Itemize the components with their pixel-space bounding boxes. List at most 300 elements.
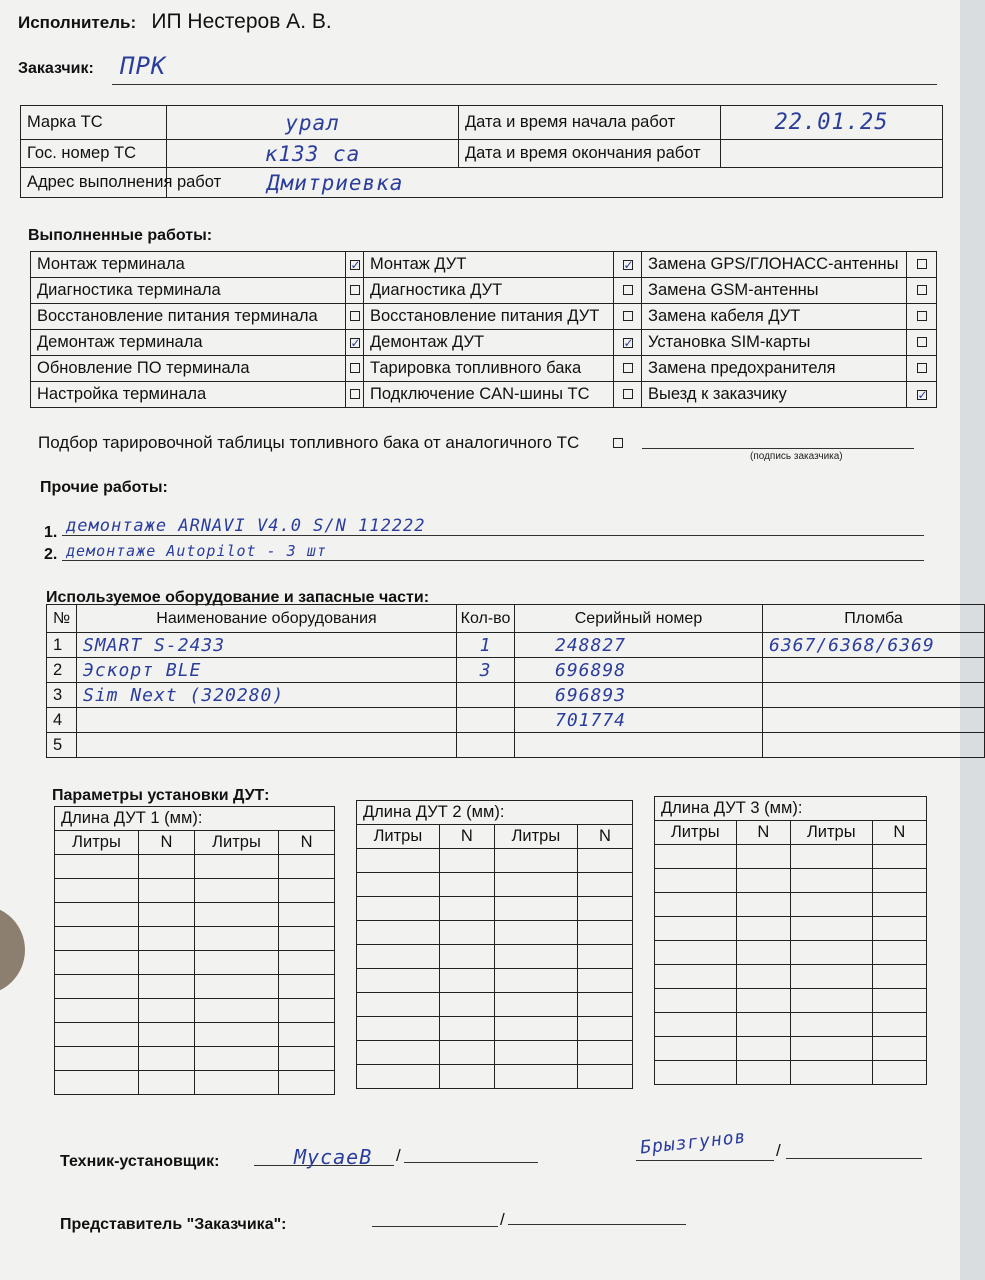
- dut-cell[interactable]: [790, 845, 872, 869]
- rep-line-1: [372, 1226, 498, 1227]
- work-label: Тарировка топливного бака: [364, 356, 614, 382]
- eq-num: 5: [47, 733, 77, 758]
- other-text-2: демонтаже Autopilot - 3 шт: [66, 542, 327, 560]
- tech-slash-1: /: [396, 1146, 401, 1165]
- dut-row: [357, 1065, 633, 1089]
- dut-table-1: [54, 806, 335, 1095]
- dut-cell[interactable]: [655, 893, 737, 917]
- dut-cell[interactable]: [139, 951, 195, 975]
- eq-header-name: Наименование оборудования: [77, 605, 457, 633]
- dut-row: [55, 951, 335, 975]
- work-checkbox[interactable]: [623, 389, 633, 399]
- tech-sign-2: Брызгунов: [639, 1126, 748, 1159]
- dut-cell[interactable]: [736, 869, 790, 893]
- equipment-title: Используемое оборудование и запасные части:: [46, 589, 430, 606]
- dut-row: [55, 903, 335, 927]
- work-checkbox[interactable]: ✓: [623, 336, 634, 350]
- dut-row: [55, 975, 335, 999]
- dut-cell[interactable]: [139, 999, 195, 1023]
- work-checkbox[interactable]: ✓: [917, 388, 928, 402]
- work-label: Замена предохранителя: [642, 356, 907, 382]
- dut-cell[interactable]: [195, 999, 279, 1023]
- tech-line-2: [404, 1162, 538, 1163]
- dut-cell[interactable]: [439, 849, 494, 873]
- dut-col-liters: Литры: [357, 825, 440, 849]
- dut-cell[interactable]: [736, 845, 790, 869]
- plate-value: к133 са: [167, 140, 459, 168]
- executor-label: Исполнитель:: [18, 13, 137, 32]
- dut-col-liters: Литры: [790, 821, 872, 845]
- work-checkbox[interactable]: ✓: [350, 336, 361, 350]
- dut-cell[interactable]: [195, 927, 279, 951]
- customer-signature-line: [642, 448, 914, 449]
- dut-cell[interactable]: [279, 975, 335, 999]
- dut-cell[interactable]: [655, 941, 737, 965]
- eq-num: 1: [47, 633, 77, 658]
- dut-cell[interactable]: [790, 1037, 872, 1061]
- dut-cell[interactable]: [494, 849, 577, 873]
- dut-cell[interactable]: [736, 917, 790, 941]
- dut-cell[interactable]: [139, 879, 195, 903]
- executor-value: ИП Нестеров А. В.: [151, 10, 332, 33]
- dut-cell[interactable]: [139, 1071, 195, 1095]
- work-checkbox-cell: [614, 382, 642, 408]
- works-table: [30, 251, 937, 408]
- dut-cell[interactable]: [577, 969, 632, 993]
- work-checkbox[interactable]: [917, 337, 927, 347]
- eq-num: 4: [47, 708, 77, 733]
- dut-cell[interactable]: [494, 1065, 577, 1089]
- dut-cell[interactable]: [494, 873, 577, 897]
- dut-cell[interactable]: [195, 903, 279, 927]
- dut-cell[interactable]: [790, 917, 872, 941]
- equipment-row: [47, 708, 985, 733]
- dut-cell[interactable]: [872, 845, 926, 869]
- dut-cell[interactable]: [55, 999, 139, 1023]
- eq-name: [77, 708, 457, 733]
- works-row: [31, 252, 937, 278]
- dut-cell[interactable]: [55, 1023, 139, 1047]
- dut-cell[interactable]: [357, 1065, 440, 1089]
- eq-qty: [457, 708, 515, 733]
- dut-cell[interactable]: [195, 1023, 279, 1047]
- work-checkbox-cell: [346, 382, 364, 408]
- dut-cell[interactable]: [494, 1041, 577, 1065]
- equipment-row: [47, 683, 985, 708]
- address-label: Адрес выполнения работ: [21, 168, 167, 198]
- work-label: Демонтаж ДУТ: [364, 330, 614, 356]
- executor-row: [18, 10, 332, 34]
- dut-row: [655, 1061, 927, 1085]
- eq-seal: [763, 658, 985, 683]
- tech-line-3: [636, 1160, 774, 1161]
- dut-cell[interactable]: [577, 993, 632, 1017]
- dut-cell[interactable]: [55, 1047, 139, 1071]
- eq-serial: 696893: [515, 683, 763, 708]
- dut-cell[interactable]: [439, 993, 494, 1017]
- dut-col-n: N: [279, 831, 335, 855]
- customer-value: ПРК: [120, 52, 167, 80]
- dut-col-liters: Литры: [494, 825, 577, 849]
- dut-cell[interactable]: [357, 969, 440, 993]
- work-checkbox[interactable]: [350, 285, 360, 295]
- dut-cell[interactable]: [872, 1037, 926, 1061]
- dut-col-n: N: [736, 821, 790, 845]
- work-checkbox[interactable]: [623, 311, 633, 321]
- rep-slash: /: [500, 1210, 505, 1229]
- eq-seal: [763, 683, 985, 708]
- dut-cell[interactable]: [655, 845, 737, 869]
- dut-cell[interactable]: [494, 945, 577, 969]
- dut-cell[interactable]: [55, 903, 139, 927]
- work-checkbox-cell: [614, 356, 642, 382]
- dut-cell[interactable]: [357, 849, 440, 873]
- end-value: [721, 140, 943, 168]
- dut-cell[interactable]: [439, 1041, 494, 1065]
- work-checkbox[interactable]: [623, 285, 633, 295]
- work-checkbox[interactable]: [350, 363, 360, 373]
- dut-cell[interactable]: [872, 869, 926, 893]
- work-checkbox-cell: [907, 304, 937, 330]
- eq-header-seal: Пломба: [763, 605, 985, 633]
- dut-cell[interactable]: [790, 1013, 872, 1037]
- work-checkbox-cell: [346, 278, 364, 304]
- dut-cell[interactable]: [577, 1065, 632, 1089]
- dut-cell[interactable]: [357, 993, 440, 1017]
- dut-cell[interactable]: [279, 951, 335, 975]
- dut-cell[interactable]: [279, 999, 335, 1023]
- dut-cell[interactable]: [872, 917, 926, 941]
- eq-name: Эскорт BLE: [77, 658, 457, 683]
- eq-seal: 6367/6368/6369: [763, 633, 985, 658]
- dut-cell[interactable]: [790, 893, 872, 917]
- dut-cell[interactable]: [872, 965, 926, 989]
- end-label: Дата и время окончания работ: [459, 140, 721, 168]
- dut-cell[interactable]: [577, 849, 632, 873]
- dut-cell[interactable]: [655, 965, 737, 989]
- work-label: Диагностика ДУТ: [364, 278, 614, 304]
- work-label: Монтаж ДУТ: [364, 252, 614, 278]
- eq-name: [77, 733, 457, 758]
- other-num-1: 1.: [44, 524, 58, 541]
- customer-line: [112, 84, 937, 85]
- work-checkbox[interactable]: [350, 389, 360, 399]
- work-checkbox[interactable]: [350, 311, 360, 321]
- dut-cell[interactable]: [195, 879, 279, 903]
- dut-cell[interactable]: [439, 1065, 494, 1089]
- work-checkbox[interactable]: ✓: [623, 258, 634, 272]
- tech-sign-1: МусаеВ: [294, 1145, 373, 1169]
- dut-cell[interactable]: [577, 1017, 632, 1041]
- works-row: [31, 330, 937, 356]
- tar-label: Подбор тарировочной таблицы топливного бака от аналогичного ТС: [38, 433, 580, 452]
- work-label: Диагностика терминала: [31, 278, 346, 304]
- dut-cell[interactable]: [577, 897, 632, 921]
- dut-cell[interactable]: [494, 993, 577, 1017]
- other-text-1: демонтаже ARNAVI V4.0 S/N 112222: [66, 516, 426, 536]
- dut-row: [655, 893, 927, 917]
- work-checkbox[interactable]: [623, 363, 633, 373]
- work-checkbox[interactable]: ✓: [350, 258, 361, 272]
- equipment-table: [46, 604, 985, 758]
- dut-cell[interactable]: [872, 989, 926, 1013]
- work-checkbox-cell: [907, 330, 937, 356]
- dut-row: [357, 969, 633, 993]
- dut-row: [55, 879, 335, 903]
- tech-slash-2: /: [776, 1141, 781, 1160]
- dut-row: [55, 1047, 335, 1071]
- eq-qty: 3: [457, 658, 515, 683]
- eq-qty: 1: [457, 633, 515, 658]
- dut-length-label: Длина ДУТ 3 (мм):: [655, 797, 927, 821]
- dut-cell[interactable]: [195, 1071, 279, 1095]
- dut-cell[interactable]: [55, 975, 139, 999]
- dut-row: [55, 1023, 335, 1047]
- eq-header-num: №: [47, 605, 77, 633]
- other-title: Прочие работы:: [40, 479, 168, 496]
- work-checkbox-cell: [907, 252, 937, 278]
- eq-num: 2: [47, 658, 77, 683]
- dut-cell[interactable]: [494, 897, 577, 921]
- dut-row: [655, 1013, 927, 1037]
- dut-length-label: Длина ДУТ 1 (мм):: [55, 807, 335, 831]
- dut-row: [357, 993, 633, 1017]
- dut-cell[interactable]: [736, 1013, 790, 1037]
- works-title: Выполненные работы:: [28, 227, 213, 244]
- dut-row: [357, 897, 633, 921]
- dut-cell[interactable]: [55, 879, 139, 903]
- dut-col-liters: Литры: [55, 831, 139, 855]
- work-label: Подключение CAN-шины ТС: [364, 382, 614, 408]
- dut-cell[interactable]: [439, 897, 494, 921]
- dut-row: [357, 1041, 633, 1065]
- work-checkbox-cell: [346, 304, 364, 330]
- dut-cell[interactable]: [736, 989, 790, 1013]
- start-value: 22.01.25: [721, 106, 943, 140]
- work-checkbox[interactable]: [917, 259, 927, 269]
- eq-qty: [457, 683, 515, 708]
- dut-cell[interactable]: [139, 1023, 195, 1047]
- dut-cell[interactable]: [139, 855, 195, 879]
- dut-row: [655, 917, 927, 941]
- dut-cell[interactable]: [655, 1013, 737, 1037]
- dut-cell[interactable]: [357, 1017, 440, 1041]
- dut-cell[interactable]: [872, 1013, 926, 1037]
- dut-cell[interactable]: [494, 969, 577, 993]
- dut-cell[interactable]: [790, 941, 872, 965]
- work-checkbox-cell: [907, 278, 937, 304]
- dut-cell[interactable]: [577, 1041, 632, 1065]
- dut-cell[interactable]: [494, 921, 577, 945]
- equipment-row: [47, 733, 985, 758]
- work-checkbox-cell: [346, 356, 364, 382]
- eq-header-qty: Кол-во: [457, 605, 515, 633]
- dut-cell[interactable]: [736, 893, 790, 917]
- plate-label: Гос. номер ТС: [21, 140, 167, 168]
- dut-cell[interactable]: [357, 897, 440, 921]
- work-checkbox-cell: [346, 252, 364, 278]
- work-label: Замена GPS/ГЛОНАСС-антенны: [642, 252, 907, 278]
- work-label: Настройка терминала: [31, 382, 346, 408]
- dut-cell[interactable]: [357, 921, 440, 945]
- dut-row: [357, 945, 633, 969]
- dut-cell[interactable]: [494, 1017, 577, 1041]
- dut-row: [655, 965, 927, 989]
- eq-seal: [763, 708, 985, 733]
- work-label: Обновление ПО терминала: [31, 356, 346, 382]
- dut-table-2: [356, 800, 633, 1089]
- dut-cell[interactable]: [139, 903, 195, 927]
- dut-row: [655, 845, 927, 869]
- dut-table-3: [654, 796, 927, 1085]
- dut-cell[interactable]: [655, 917, 737, 941]
- equipment-row: [47, 633, 985, 658]
- work-checkbox-cell: [907, 356, 937, 382]
- eq-num: 3: [47, 683, 77, 708]
- dut-cell[interactable]: [577, 945, 632, 969]
- dut-cell[interactable]: [279, 855, 335, 879]
- eq-serial: 701774: [515, 708, 763, 733]
- dut-cell[interactable]: [195, 855, 279, 879]
- dut-cell[interactable]: [55, 855, 139, 879]
- works-row: [31, 356, 937, 382]
- dut-cell[interactable]: [357, 1041, 440, 1065]
- eq-header-serial: Серийный номер: [515, 605, 763, 633]
- dut-cell[interactable]: [577, 921, 632, 945]
- dut-cell[interactable]: [279, 1047, 335, 1071]
- dut-cell[interactable]: [577, 873, 632, 897]
- dut-cell[interactable]: [790, 1061, 872, 1085]
- tech-line-4: [786, 1158, 922, 1159]
- dut-row: [655, 869, 927, 893]
- eq-qty: [457, 733, 515, 758]
- start-label: Дата и время начала работ: [459, 106, 721, 140]
- tech-label: Техник-установщик:: [60, 1153, 220, 1170]
- dut-row: [55, 855, 335, 879]
- dut-cell[interactable]: [139, 975, 195, 999]
- dut-col-n: N: [139, 831, 195, 855]
- rep-label: Представитель "Заказчика":: [60, 1216, 287, 1233]
- dut-cell[interactable]: [790, 965, 872, 989]
- work-label: Восстановление питания терминала: [31, 304, 346, 330]
- dut-cell[interactable]: [279, 879, 335, 903]
- work-checkbox-cell: [614, 278, 642, 304]
- dut-cell[interactable]: [55, 927, 139, 951]
- works-row: [31, 382, 937, 408]
- dut-cell[interactable]: [55, 951, 139, 975]
- dut-cell[interactable]: [655, 989, 737, 1013]
- dut-cell[interactable]: [439, 873, 494, 897]
- dut-cell[interactable]: [195, 951, 279, 975]
- dut-cell[interactable]: [872, 941, 926, 965]
- customer-label: Заказчик:: [18, 60, 94, 77]
- dut-cell[interactable]: [139, 1047, 195, 1071]
- brand-label: Марка ТС: [21, 106, 167, 140]
- dut-row: [55, 1071, 335, 1095]
- other-num-2: 2.: [44, 546, 58, 563]
- dut-cell[interactable]: [279, 903, 335, 927]
- dut-row: [357, 1017, 633, 1041]
- dut-cell[interactable]: [139, 927, 195, 951]
- dut-cell[interactable]: [279, 1023, 335, 1047]
- dut-col-n: N: [872, 821, 926, 845]
- dut-row: [357, 921, 633, 945]
- dut-cell[interactable]: [655, 1061, 737, 1085]
- dut-length-label: Длина ДУТ 2 (мм):: [357, 801, 633, 825]
- dut-cell[interactable]: [736, 1037, 790, 1061]
- dut-cell[interactable]: [439, 969, 494, 993]
- dut-row: [655, 941, 927, 965]
- eq-serial: [515, 733, 763, 758]
- works-row: [31, 304, 937, 330]
- work-checkbox[interactable]: [917, 363, 927, 373]
- dut-cell[interactable]: [439, 921, 494, 945]
- eq-name: Sim Next (320280): [77, 683, 457, 708]
- tar-checkbox[interactable]: [613, 438, 623, 448]
- dut-col-n: N: [577, 825, 632, 849]
- vehicle-table: [20, 105, 943, 198]
- dut-cell[interactable]: [195, 975, 279, 999]
- work-label: Демонтаж терминала: [31, 330, 346, 356]
- dut-row: [655, 1037, 927, 1061]
- dut-cell[interactable]: [655, 869, 737, 893]
- dut-col-liters: Литры: [655, 821, 737, 845]
- other-line-2: [62, 560, 924, 561]
- work-checkbox-cell: [614, 252, 642, 278]
- work-label: Монтаж терминала: [31, 252, 346, 278]
- dut-cell[interactable]: [439, 1017, 494, 1041]
- dut-col-liters: Литры: [195, 831, 279, 855]
- dut-cell[interactable]: [736, 941, 790, 965]
- dut-row: [357, 849, 633, 873]
- dut-cell[interactable]: [790, 989, 872, 1013]
- work-checkbox-cell: [907, 382, 937, 408]
- eq-seal: [763, 733, 985, 758]
- dut-cell[interactable]: [195, 1047, 279, 1071]
- work-checkbox[interactable]: [917, 285, 927, 295]
- dut-row: [55, 999, 335, 1023]
- dut-cell[interactable]: [279, 1071, 335, 1095]
- brand-value: урал: [167, 106, 459, 140]
- dut-cell[interactable]: [439, 945, 494, 969]
- dut-cell[interactable]: [790, 869, 872, 893]
- work-label: Восстановление питания ДУТ: [364, 304, 614, 330]
- dut-cell[interactable]: [736, 1061, 790, 1085]
- rep-line-2: [508, 1224, 686, 1225]
- works-row: [31, 278, 937, 304]
- dut-col-n: N: [439, 825, 494, 849]
- dut-cell[interactable]: [872, 893, 926, 917]
- dut-row: [655, 989, 927, 1013]
- dut-row: [55, 927, 335, 951]
- dut-cell[interactable]: [872, 1061, 926, 1085]
- work-label: Выезд к заказчику: [642, 382, 907, 408]
- dut-cell[interactable]: [279, 927, 335, 951]
- equipment-row: [47, 658, 985, 683]
- dut-cell[interactable]: [357, 945, 440, 969]
- signature-caption: (подпись заказчика): [750, 451, 843, 462]
- dut-cell[interactable]: [736, 965, 790, 989]
- dut-cell[interactable]: [357, 873, 440, 897]
- work-checkbox[interactable]: [917, 311, 927, 321]
- dut-cell[interactable]: [55, 1071, 139, 1095]
- work-label: Замена GSM-антенны: [642, 278, 907, 304]
- dut-cell[interactable]: [655, 1037, 737, 1061]
- address-value: Дмитриевка: [167, 168, 943, 198]
- dut-row: [357, 873, 633, 897]
- work-checkbox-cell: [614, 304, 642, 330]
- work-label: Установка SIM-карты: [642, 330, 907, 356]
